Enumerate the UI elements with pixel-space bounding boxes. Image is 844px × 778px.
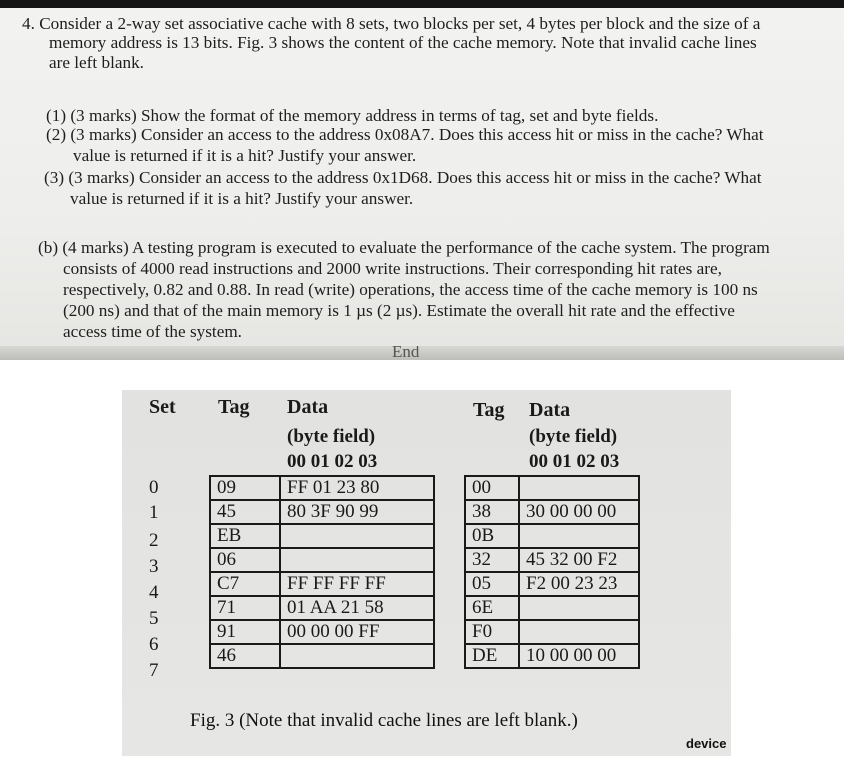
byte-offsets-way0: 00 01 02 03 <box>287 451 378 472</box>
tag-cell: 05 <box>465 572 519 596</box>
intro-line-2: memory address is 13 bits. Fig. 3 shows the content of the cache memory. Note that invalid cache lines <box>49 33 757 52</box>
tag-header-way1: Tag <box>473 399 505 421</box>
tag-cell: DE <box>465 644 519 668</box>
data-cell: 10 00 00 00 <box>519 644 639 668</box>
tag-header-way0: Tag <box>218 396 250 418</box>
table-row <box>465 644 639 668</box>
tag-cell: 38 <box>465 500 519 524</box>
data-cell <box>519 476 639 500</box>
tag-cell: 00 <box>465 476 519 500</box>
figure-caption: Fig. 3 (Note that invalid cache lines are left blank.) <box>190 710 578 731</box>
table-row <box>210 524 434 548</box>
byte-offsets-way1: 00 01 02 03 <box>529 451 620 472</box>
data-cell: FF 01 23 80 <box>280 476 434 500</box>
set-number: 3 <box>149 556 159 577</box>
tag-cell: 45 <box>210 500 280 524</box>
data-cell <box>519 620 639 644</box>
end-label: End <box>392 346 420 360</box>
table-row <box>465 572 639 596</box>
partb-line-1: (b) (4 marks) A testing program is executed to evaluate the performance of the cache system. The program <box>38 238 770 257</box>
device-watermark: device <box>686 736 727 751</box>
data-cell: FF FF FF FF <box>280 572 434 596</box>
partb-line-4: (200 ns) and that of the main memory is 1 µs (2 µs). Estimate the overall hit rate and the effective <box>63 301 735 320</box>
partb-line-5: access time of the system. <box>63 322 242 341</box>
set-number: 4 <box>149 582 159 603</box>
table-row <box>210 500 434 524</box>
part2-line-1: (2) (3 marks) Consider an access to the address 0x08A7. Does this access hit or miss in the cache? What <box>46 125 764 144</box>
tag-cell: C7 <box>210 572 280 596</box>
part3-line-2: value is returned if it is a hit? Justify your answer. <box>70 189 414 208</box>
set-header: Set <box>149 396 176 418</box>
set-number: 6 <box>149 634 159 655</box>
table-row <box>210 644 434 668</box>
data-cell: 30 00 00 00 <box>519 500 639 524</box>
cache-way0-table <box>209 475 435 669</box>
part3-line-1: (3) (3 marks) Consider an access to the address 0x1D68. Does this access hit or miss in the cache? What <box>44 168 762 187</box>
table-row <box>465 476 639 500</box>
tag-cell: 46 <box>210 644 280 668</box>
table-row <box>210 596 434 620</box>
partb-line-2: consists of 4000 read instructions and 2000 write instructions. Their corresponding hit rates are, <box>63 259 722 278</box>
table-row <box>210 620 434 644</box>
data-cell: 01 AA 21 58 <box>280 596 434 620</box>
tag-cell: 09 <box>210 476 280 500</box>
cache-way1-table <box>464 475 640 669</box>
set-number: 5 <box>149 608 159 629</box>
data-cell <box>280 644 434 668</box>
tag-cell: EB <box>210 524 280 548</box>
intro-line-3: are left blank. <box>49 53 144 72</box>
set-number: 0 <box>149 477 159 498</box>
set-number: 7 <box>149 660 159 681</box>
table-row <box>465 500 639 524</box>
table-row <box>210 548 434 572</box>
partb-line-3: respectively, 0.82 and 0.88. In read (write) operations, the access time of the cache memory is 100 ns <box>63 280 758 299</box>
tag-cell: 0B <box>465 524 519 548</box>
set-number: 1 <box>149 502 159 523</box>
tag-cell: 71 <box>210 596 280 620</box>
tag-cell: 32 <box>465 548 519 572</box>
tag-cell: 6E <box>465 596 519 620</box>
data-header-way1: Data <box>529 399 571 421</box>
paper-edge <box>0 346 844 360</box>
table-row <box>465 620 639 644</box>
table-row <box>210 476 434 500</box>
byte-field-header-way1: (byte field) <box>529 426 618 447</box>
part2-line-2: value is returned if it is a hit? Justify your answer. <box>73 146 417 165</box>
data-cell <box>519 524 639 548</box>
byte-field-header-way0: (byte field) <box>287 426 376 447</box>
data-cell: 80 3F 90 99 <box>280 500 434 524</box>
data-cell <box>519 596 639 620</box>
table-row <box>465 524 639 548</box>
tag-cell: 91 <box>210 620 280 644</box>
data-cell: F2 00 23 23 <box>519 572 639 596</box>
data-cell: 45 32 00 F2 <box>519 548 639 572</box>
set-number: 2 <box>149 530 159 551</box>
data-cell <box>280 548 434 572</box>
table-row <box>465 548 639 572</box>
tag-cell: F0 <box>465 620 519 644</box>
data-cell: 00 00 00 FF <box>280 620 434 644</box>
part1-line-1: (1) (3 marks) Show the format of the memory address in terms of tag, set and byte fields. <box>46 106 659 125</box>
table-row <box>210 572 434 596</box>
intro-line-1: 4. Consider a 2-way set associative cache with 8 sets, two blocks per set, 4 bytes per block and the size of a <box>22 14 761 33</box>
data-header-way0: Data <box>287 396 329 418</box>
tag-cell: 06 <box>210 548 280 572</box>
table-row <box>465 596 639 620</box>
data-cell <box>280 524 434 548</box>
